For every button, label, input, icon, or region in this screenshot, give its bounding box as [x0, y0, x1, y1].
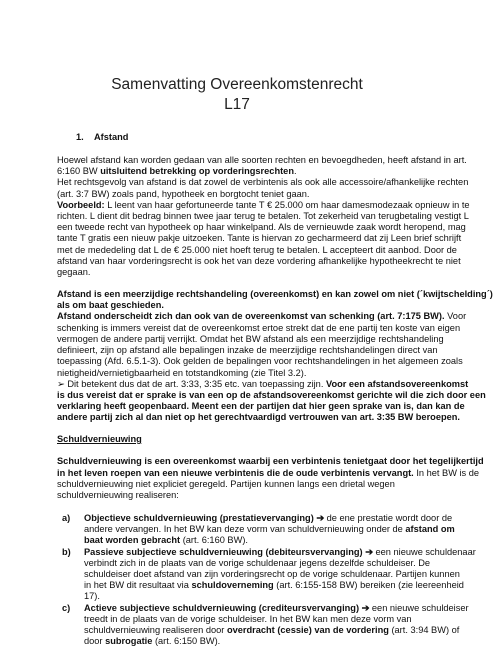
paragraph-line: (art. 3:7 BW) zoals pand, hypotheek en borgtocht teniet gaan. [57, 189, 310, 199]
paragraph-line: in het leven roepen van een nieuwe verbintenis die de oude verbintenis vervangt. In het BW is de [57, 468, 480, 478]
paragraph-line: afstand van haar vorderingsrecht is ook het van deze vordering afhankelijke hypotheekrecht te niet [57, 256, 461, 266]
list-item-line: baat worden gebracht (art. 6:160 BW). [84, 535, 248, 545]
list-item-line: andere vervangen. In het BW kan deze vorm van schuldvernieuwing onder de afstand om [84, 524, 455, 534]
list-marker: a) [62, 513, 71, 523]
list-item-line: treedt in de plaats van de vorige schuldeiser. In het BW kan men deze vorm van [84, 614, 412, 624]
list-item-line: verbindt zich in de plaats van de vorige schuldenaar jegens dezelfde schuldeiser. De [84, 558, 431, 568]
document-title: Samenvatting Overeenkomstenrecht [111, 76, 363, 93]
paragraph-line: richten. L dient dit bedrag binnen twee jaar terug te betalen. Tot zekerheid van terugbetaling vestigt L [57, 211, 469, 221]
list-marker: b) [62, 547, 71, 557]
list-item-line: 17). [84, 591, 100, 601]
list-item-line: door subrogatie (art. 6:150 BW). [84, 636, 221, 646]
paragraph-line: schuldvernieuwing niet expliciet geregeld. Partijen kunnen langs een drietal wegen [57, 479, 395, 489]
paragraph-line: andere partij zich al dan niet op het gerechtvaardigd vertrouwen van art. 3:35 BW beroepen. [57, 412, 460, 422]
paragraph-line: Afstand is een meerzijdige rechtshandeling (overeenkomst) en kan zowel om niet (´kwijtschelding´) [57, 289, 493, 299]
section-heading-schuldvernieuwing: Schuldvernieuwing [57, 434, 142, 444]
section-number: 1. [76, 132, 84, 142]
list-item-line: Passieve subjectieve schuldvernieuwing (debiteursvervanging) ➔ een nieuwe schuldenaar [84, 547, 476, 557]
paragraph-line: verklaring heeft geopenbaard. Meent een der partijen dat hier geen sprake van is, dan kan de [57, 401, 465, 411]
paragraph-line: Het rechtsgevolg van afstand is dat zowel de verbintenis als ook alle accessoire/afhankelijke rechten [57, 177, 469, 187]
paragraph-line: Afstand onderscheidt zich dan ook van de overeenkomst van schenking (art. 7:175 BW). Voor [57, 311, 467, 321]
paragraph-line: toepassing (Afd. 6.5.1-3). Ook gelden de bepalingen voor rechtshandelingen in het algemeen zoals [57, 356, 463, 366]
paragraph-line: ➢ Dit betekent dus dat de art. 3:33, 3:35 etc. van toepassing zijn. Voor een afstandsovereenkomst [57, 379, 469, 389]
list-marker: c) [62, 603, 71, 613]
paragraph-line: 6:160 BW uitsluitend betrekking op vorderingsrechten. [57, 166, 297, 176]
paragraph-line: definieert, zijn op afstand alle bepalingen inzake de meerzijdige rechtshandelingen direct van [57, 345, 438, 355]
paragraph-line: tante T gratis een nieuw pakje uitzoeken. Tante is hiervan zo gecharmeerd dat zij Leen brief schrijft [57, 233, 462, 243]
paragraph-line: Voorbeeld: L leent van haar gefortuneerde tante T € 25.000 om haar damesmodezaak opnieuw in te [57, 200, 470, 210]
section-heading: Afstand [94, 132, 129, 142]
list-item-line: in het BW dit resultaat via schuldoverneming (art. 6:155-158 BW) bereiken (zie leereenheid [84, 580, 464, 590]
list-item-line: Objectieve schuldvernieuwing (prestatievervanging) ➔ de ene prestatie wordt door de [84, 513, 453, 523]
paragraph-line: Schuldvernieuwing is een overeenkomst waarbij een verbintenis tenietgaat door het tegelijkertijd [57, 456, 484, 466]
paragraph-line: een tweede recht van hypotheek op haar winkelpand. Als de vernieuwde zaak wordt heropend, mag [57, 222, 466, 232]
paragraph-line: schenking is immers vereist dat de overeenkomst ertoe strekt dat de ene partij ten koste van eigen [57, 323, 461, 333]
paragraph-line: is dus vereist dat er sprake is van een op de afstandsovereenkomst gerichte wil die zich door een [57, 390, 486, 400]
paragraph-line: met de mededeling dat L de € 25.000 niet hoeft terug te betalen. L accepteert dit aanbod. Door de [57, 245, 457, 255]
paragraph-line: gegaan. [57, 267, 91, 277]
document-subtitle: L17 [224, 96, 250, 113]
paragraph-line: als om baat geschieden. [57, 300, 164, 310]
list-item-line: schuldeiser doet afstand van zijn vorderingsrecht op de vorige schuldenaar. Partijen kunnen [84, 569, 460, 579]
paragraph-line: Hoewel afstand kan worden gedaan van alle soorten rechten en bevoegdheden, heeft afstand in art. [57, 155, 467, 165]
paragraph-line: nietigheid/vernietigbaarheid en totstandkoming (zie Titel 3.2). [57, 368, 307, 378]
list-item-line: Actieve subjectieve schuldvernieuwing (crediteursvervanging) ➔ een nieuwe schuldeiser [84, 603, 469, 613]
paragraph-line: vermogen de andere partij verrijkt. Omdat het BW afstand als een meerzijdige rechtshandeling [57, 334, 444, 344]
paragraph-line: schuldvernieuwing realiseren: [57, 490, 179, 500]
list-item-line: schuldvernieuwing realiseren door overdracht (cessie) van de vordering (art. 3:94 BW) of [84, 625, 460, 635]
